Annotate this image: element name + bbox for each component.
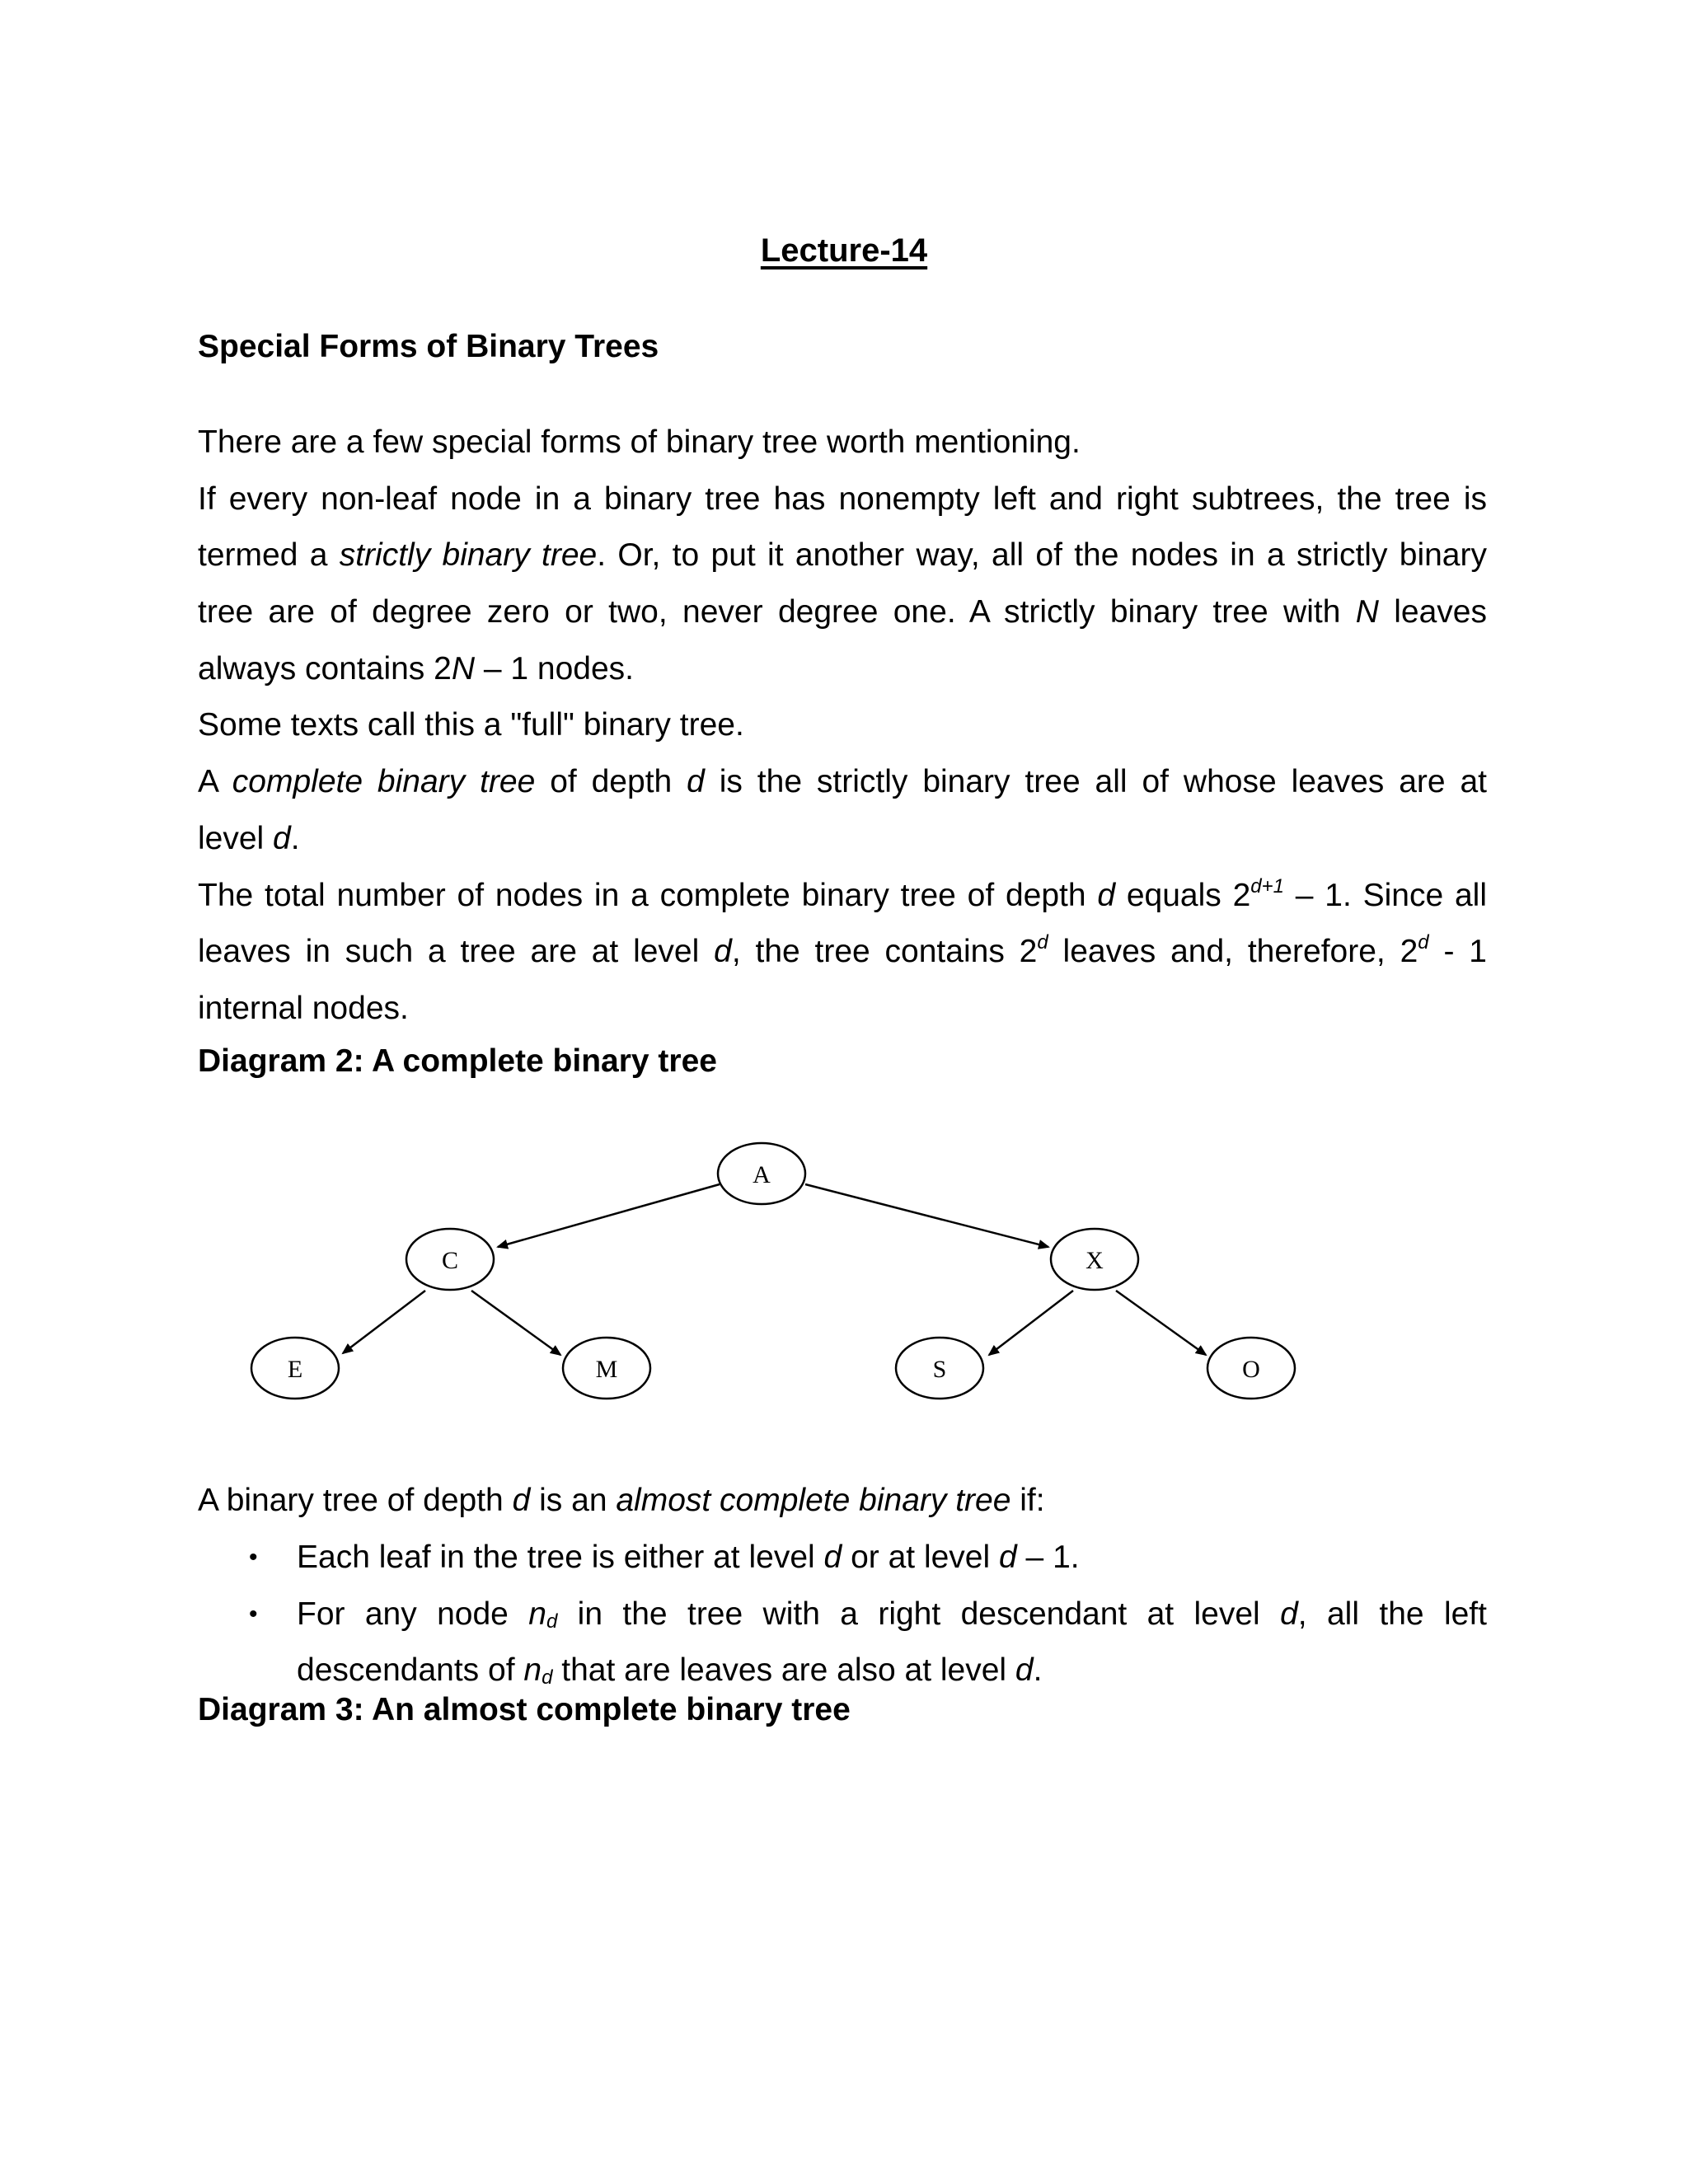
list-item: • For any node nd in the tree with a right descendant at level d, all the left descendants of nd that are leaves are also at level d.	[198, 1586, 1487, 1699]
term-complete-binary-tree: complete binary tree	[232, 764, 536, 800]
text-line: leaves in such a tree are at level d, the tree contains 2$^d$ leaves and, therefore, 2$^d$ - 1	[198, 931, 1487, 970]
paragraph-special-forms	[198, 415, 1487, 1038]
tree-node-left-right	[563, 1338, 650, 1399]
tree-node-left-left	[251, 1338, 339, 1399]
tree-node-right	[1051, 1229, 1138, 1290]
text-line: A binary tree of depth d is an almost complete binary tree if:	[198, 1483, 1045, 1518]
text-line: tree are of degree zero or two, never degree one. A strictly binary tree with N leaves	[198, 594, 1487, 630]
edge-a-c	[498, 1184, 720, 1247]
term-almost-complete-binary-tree: almost complete binary tree	[616, 1483, 1011, 1518]
tree-node-left	[406, 1229, 494, 1290]
diagram-2-caption: Diagram 2: A complete binary tree	[198, 1043, 717, 1079]
svg-text:M: M	[595, 1356, 618, 1383]
text-line: internal nodes.	[198, 990, 409, 1026]
edge-c-e	[343, 1291, 425, 1353]
text-line: level d.	[198, 820, 300, 856]
svg-text:E: E	[287, 1356, 303, 1383]
tree-node-root	[718, 1143, 805, 1204]
term-strictly-binary-tree: strictly binary tree	[339, 537, 598, 574]
complete-binary-tree-diagram	[0, 1121, 1688, 1426]
bullet-icon: •	[249, 1544, 258, 1571]
edge-x-s	[989, 1291, 1073, 1355]
svg-text:S: S	[932, 1356, 947, 1383]
edge-c-m	[471, 1291, 560, 1355]
text-line: termed a strictly binary tree. Or, to put it another way, all of the nodes in a strictly binary	[198, 537, 1487, 574]
paragraph-almost-complete	[198, 1473, 1487, 1530]
tree-node-right-left	[896, 1338, 983, 1399]
criteria-list	[198, 1530, 1487, 1699]
text-line: A complete binary tree of depth d is the strictly binary tree all of whose leaves are at	[198, 764, 1488, 800]
list-item: • Each leaf in the tree is either at level d or at level d – 1.	[198, 1530, 1487, 1586]
svg-text:C: C	[441, 1247, 459, 1274]
diagram-3-caption: Diagram 3: An almost complete binary tree	[198, 1692, 851, 1727]
edge-a-x	[805, 1184, 1048, 1247]
edge-x-o	[1116, 1291, 1206, 1355]
section-heading: Special Forms of Binary Trees	[198, 329, 659, 364]
svg-text:X: X	[1085, 1247, 1104, 1274]
lecture-title: Lecture-14	[760, 232, 928, 269]
svg-text:O: O	[1242, 1356, 1260, 1383]
text-line: Some texts call this a "full" binary tree.	[198, 707, 744, 743]
text-line: always contains 2N – 1 nodes.	[198, 650, 634, 687]
text-line: If every non-leaf node in a binary tree has nonempty left and right subtrees, the tree is	[198, 480, 1487, 517]
svg-text:A: A	[753, 1161, 771, 1188]
bullet-icon: •	[249, 1600, 258, 1628]
tree-node-right-right	[1207, 1338, 1295, 1399]
text-line: There are a few special forms of binary tree worth mentioning.	[198, 424, 1081, 460]
text-line: The total number of nodes in a complete binary tree of depth d equals $2^{d+1} - 1$. Since all	[198, 874, 1487, 913]
